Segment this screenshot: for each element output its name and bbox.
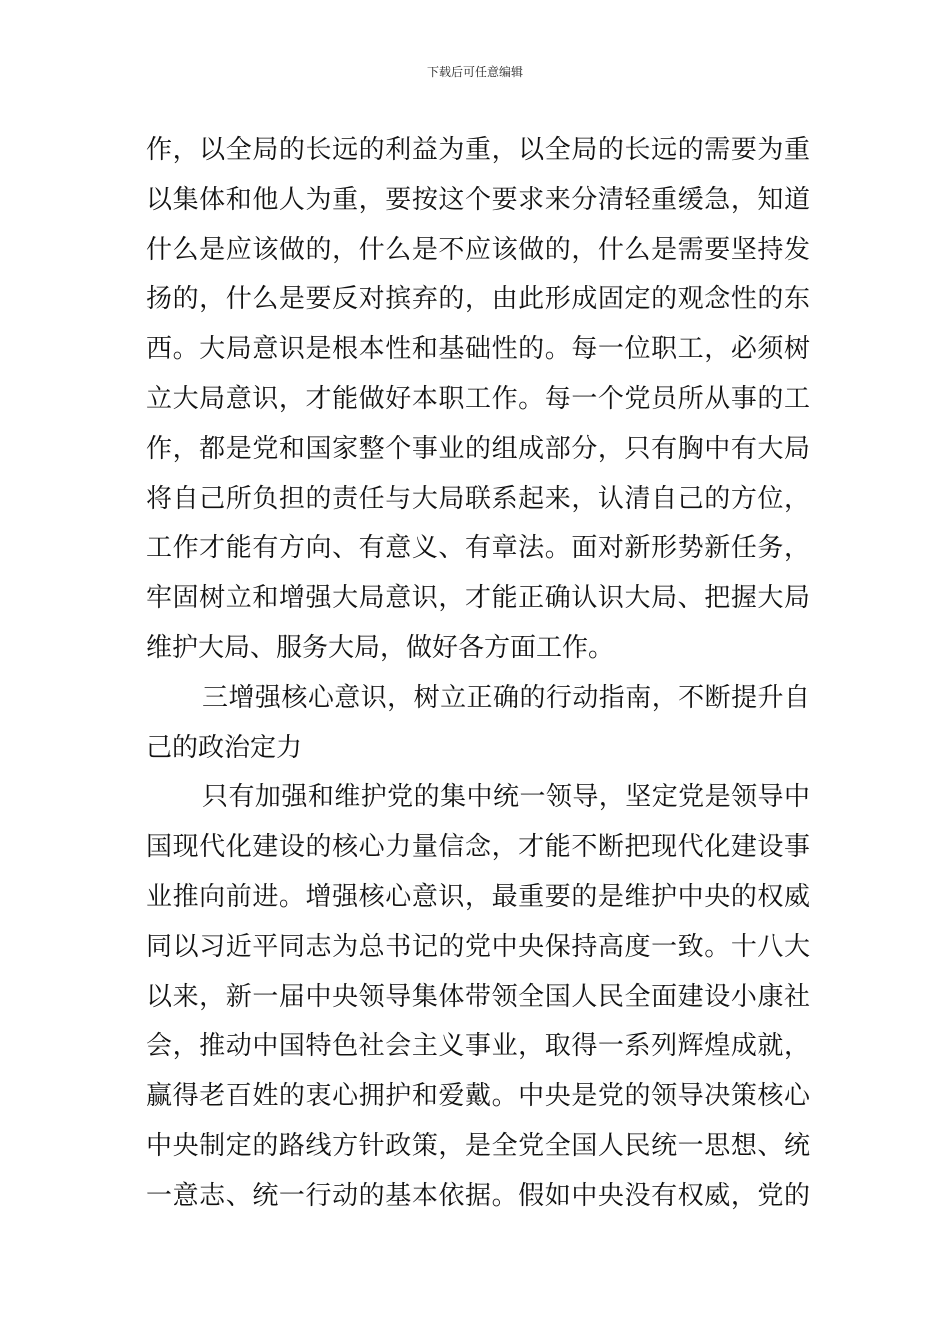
text-line: 西。大局意识是根本性和基础性的。每一位职工，必须树	[146, 334, 810, 365]
text-line: 中央制定的路线方针政策，是全党全国人民统一思想、统	[146, 1130, 810, 1161]
text-line: 工作才能有方向、有意义、有章法。面对新形势新任务，	[146, 533, 810, 564]
text-line: 只有加强和维护党的集中统一领导，坚定党是领导中	[202, 782, 810, 813]
text-line: 作，以全局的长远的利益为重，以全局的长远的需要为重	[146, 135, 810, 165]
page-header: 下载后可任意编辑	[426, 65, 523, 79]
text-line: 牢固树立和增强大局意识，才能正确认识大局、把握大局	[146, 583, 810, 614]
text-line: 立大局意识，才能做好本职工作。每一个党员所从事的工	[146, 383, 810, 414]
text-line: 一意志、统一行动的基本依据。假如中央没有权威，党的	[146, 1180, 810, 1211]
text-line: 以来，新一届中央领导集体带领全国人民全面建设小康社	[146, 981, 810, 1012]
body-text	[146, 126, 810, 1222]
text-line: 会，推动中国特色社会主义事业，取得一系列辉煌成就，	[146, 1031, 810, 1062]
text-line: 同以习近平同志为总书记的党中央保持高度一致。十八大	[146, 931, 810, 962]
text-line: 己的政治定力	[146, 732, 303, 763]
text-line: 扬的，什么是要反对摈弃的，由此形成固定的观念性的东	[146, 284, 810, 315]
text-line: 什么是应该做的，什么是不应该做的，什么是需要坚持发	[146, 234, 810, 265]
text-line: 业推向前进。增强核心意识，最重要的是维护中央的权威	[146, 881, 810, 912]
text-line: 三增强核心意识，树立正确的行动指南，不断提升自	[202, 682, 810, 713]
text-line: 以集体和他人为重，要按这个要求来分清轻重缓急，知道	[146, 184, 810, 215]
text-line: 作，都是党和国家整个事业的组成部分，只有胸中有大局	[146, 433, 810, 464]
text-line: 赢得老百姓的衷心拥护和爱戴。中央是党的领导决策核心	[146, 1081, 810, 1112]
text-line: 将自己所负担的责任与大局联系起来，认清自己的方位，	[146, 483, 810, 514]
text-line: 维护大局、服务大局，做好各方面工作。	[146, 632, 615, 663]
text-line: 国现代化建设的核心力量信念，才能不断把现代化建设事	[146, 832, 810, 863]
